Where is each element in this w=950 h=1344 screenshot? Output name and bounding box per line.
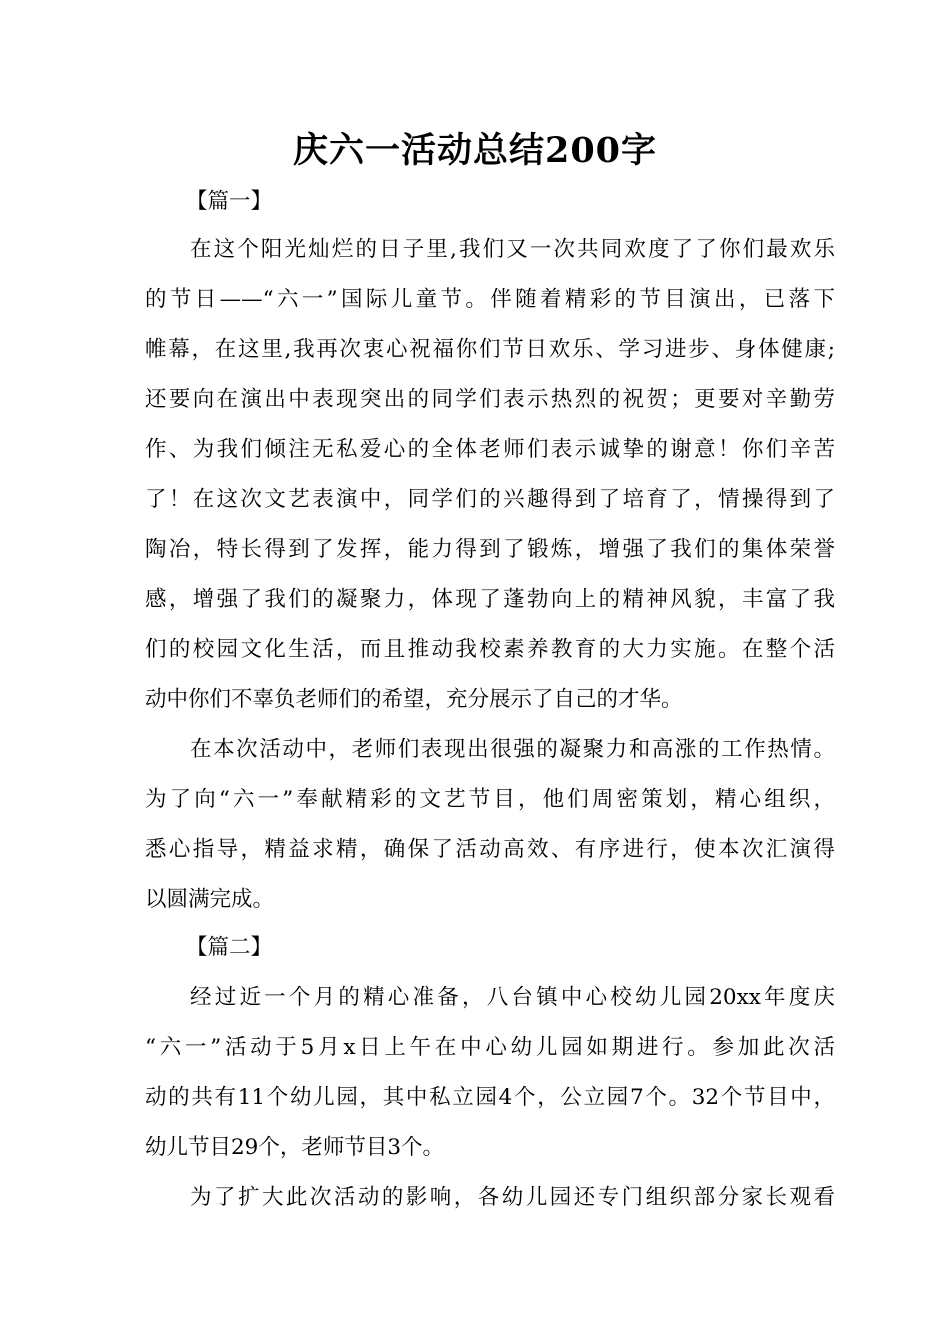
paragraph-line: 的节日——“六一”国际儿童节。伴随着精彩的节目演出，已落下 — [145, 287, 835, 312]
page-title: 庆六一活动总结200字 — [292, 130, 658, 171]
paragraph-line: 悉心指导，精益求精，确保了活动高效、有序进行，使本次汇演得 — [145, 837, 835, 862]
paragraph-line: 动中你们不辜负老师们的希望，充分展示了自己的才华。 — [145, 687, 683, 712]
paragraph-line: 经过近一个月的精心准备，八台镇中心校幼儿园20xx年度庆 — [190, 985, 835, 1010]
paragraph-line: 们的校园文化生活，而且推动我校素养教育的大力实施。在整个活 — [145, 637, 835, 662]
paragraph-line: 为了向“六一”奉献精彩的文艺节目，他们周密策划，精心组织， — [145, 787, 835, 812]
paragraph-line: 作、为我们倾注无私爱心的全体老师们表示诚挚的谢意！你们辛苦 — [145, 437, 835, 462]
section-heading: 【篇二】 — [186, 935, 273, 960]
section-heading: 【篇一】 — [186, 189, 273, 214]
paragraph-line: 感，增强了我们的凝聚力，体现了蓬勃向上的精神风貌，丰富了我 — [145, 587, 835, 612]
paragraph-line: 了！在这次文艺表演中，同学们的兴趣得到了培育了，情操得到了 — [145, 487, 835, 512]
paragraph-line: 在本次活动中，老师们表现出很强的凝聚力和高涨的工作热情。 — [190, 737, 835, 762]
paragraph-line: 还要向在演出中表现突出的同学们表示热烈的祝贺；更要对辛勤劳 — [145, 387, 835, 412]
paragraph-line: 以圆满完成。 — [145, 887, 275, 912]
paragraph-line: 陶冶，特长得到了发挥，能力得到了锻炼，增强了我们的集体荣誉 — [145, 537, 835, 562]
paragraph-line: “六一”活动于5月x日上午在中心幼儿园如期进行。参加此次活 — [145, 1035, 835, 1060]
paragraph-line: 帷幕，在这里,我再次衷心祝福你们节日欢乐、学习进步、身体健康; — [145, 337, 835, 362]
paragraph-line: 幼儿节目29个，老师节目3个。 — [145, 1135, 445, 1160]
paragraph-line: 动的共有11个幼儿园，其中私立园4个，公立园7个。32个节目中， — [145, 1085, 835, 1110]
paragraph-line: 为了扩大此次活动的影响，各幼儿园还专门组织部分家长观看 — [190, 1185, 835, 1210]
paragraph-line: 在这个阳光灿烂的日子里,我们又一次共同欢度了了你们最欢乐 — [190, 237, 835, 262]
